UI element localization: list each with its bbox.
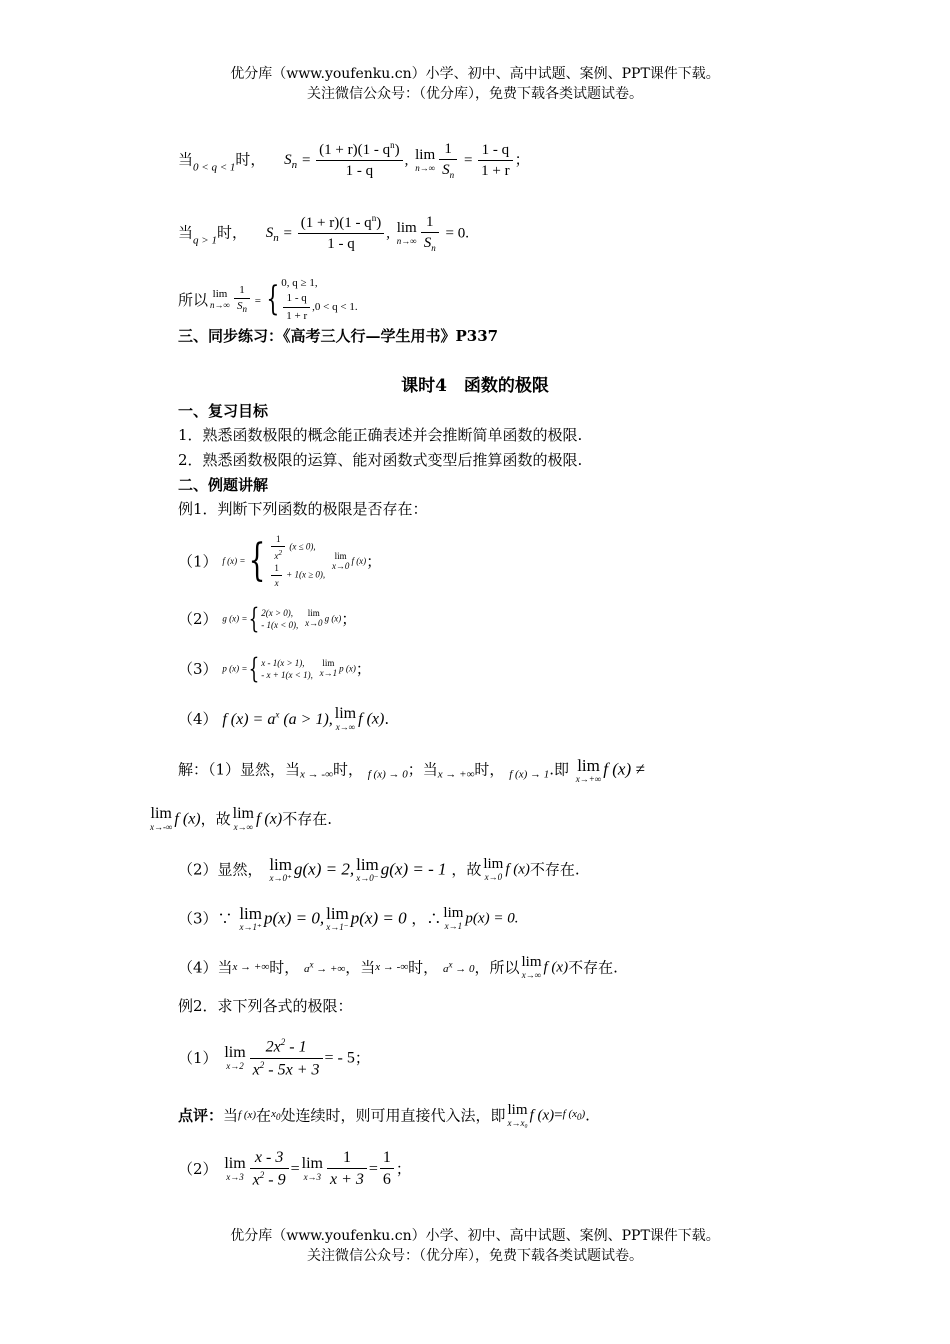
solution-1-line-1: 解：（1）显然，当$_{x \to -\infty}$时， $_{f (x) \to 0}$；当$_{x \to +\infty}$时， $_{f (x) \to 1}$.即 lim x→+∞ f (x) ≠ [178,756,645,784]
case1-sn-fraction: $\frac{(1 + r)(1 - q^n)}{1 - q}$ [316,140,402,180]
example-1-part-1: （1） f (x) ={ $\frac{1}{x^2}$ (x ≤ 0), $\frac{1}{x}$ + 1(x ≥ 0), lim x→0 f (x)； [178,534,382,589]
case1-mid: 时， [235,150,266,169]
goals-heading: 一、复习目标 [178,402,269,420]
case2-line: 当$_{q > 1}$时， $S_n$ = $\frac{(1 + r)(1 - q^n)}{1 - q}$ , lim n→∞ $\frac{1}{S_n}$ = 0. [178,213,469,253]
header-line-2: 关注微信公众号：（优分库），免费下载各类试题试卷。 [307,86,643,102]
case1-result-fraction: $\frac{1 - q}{1 + r}$ [478,141,512,180]
solution-3-line: （3）∵ lim x→1⁺ p(x) = 0, lim x→1⁻ p(x) = 0 ，∴ lim x→1 p(x) = 0. [178,904,519,932]
example-1-part-3: （3） p (x) ={ x - 1(x > 1), - x + 1(x < 1), lim x→1 p (x)； [178,652,371,685]
comment-line: 点评：当f (x)在$x_0$处连续时，则可用直接代入法，即 lim x→x₀ f (x)=f $(x_0)$. [178,1102,590,1128]
case1-line: 当$_{0 < q < 1}$时， $S_n$ = $\frac{(1 + r)(1 - q^n)}{1 - q}$ , lim n→∞ $\frac{1}{S_n}$ = $\frac{1 - q}{1 + r}$ ； [178,140,530,180]
example-1-statement: 例1．判断下列函数的极限是否存在： [178,500,428,518]
footer-line-1: 优分库（www.youfenku.cn）小学、初中、高中试题、案例、PPT课件下载。 [230,1228,720,1244]
goal-item-2: 2．熟悉函数极限的运算、能对函数式变型后推算函数的极限. [178,451,583,469]
goal-item-1: 1．熟悉函数极限的概念能正确表述并会推断简单函数的极限. [178,426,583,444]
case2-mid: 时， [216,223,247,242]
footer-line-2: 关注微信公众号：（优分库），免费下载各类试题试卷。 [307,1248,643,1264]
solution-2-line: （2）显然， lim x→0⁺ g(x) = 2, lim x→0⁻ g(x) = - 1 ，故 lim x→0 f (x)不存在. [178,855,580,883]
solution-1-line-2: lim x→-∞ f (x)，故 lim x→∞ f (x)不存在. [150,805,332,832]
example-2-statement: 例2．求下列各式的极限： [178,997,353,1015]
solution-4-line: （4）当x → +∞时， $a^x$ → +∞，当x → -∞时， $a^x \to 0$，所以 lim x→∞ f (x)不存在. [178,954,618,980]
examples-heading: 二、例题讲解 [178,476,269,494]
example-1-part-4: （4） f $(x) = a^x$ (a > 1), lim x→∞ f (x). [178,705,390,732]
section-3-exercise: 三、同步练习：《高考三人行—学生用书》P337 [178,327,499,345]
case1-condition: 0 < q < 1 [193,161,236,174]
example-1-part-2: （2） g (x) ={ 2(x > 0), - 1(x < 0), lim x→0 g (x)； [178,602,357,635]
case2-prefix: 当 [178,223,194,242]
conclusion-case-1: 0, q ≥ 1, [281,277,318,289]
header-line-1: 优分库（www.youfenku.cn）小学、初中、高中试题、案例、PPT课件下载。 [230,66,720,82]
conclusion-line: 所以 lim n→∞ $\frac{1}{S_n}$ = { 0, q ≥ 1, $\frac{1 - q}{1 + r}$ ,0 < q < 1. [178,277,358,322]
example-2-part-1: （1） lim x→2 $\frac{2x^2 - 1}{x^2 - 5x + 3}$ = - 5； [178,1037,370,1078]
case2-tail: = 0 [445,225,466,242]
case2-condition: q > 1 [193,234,217,247]
lesson-title: 课时4 函数的极限 [401,376,549,396]
case1-prefix: 当 [178,150,194,169]
example-2-part-2: （2） lim x→3 $\frac{x - 3}{x^2 - 9}$ = lim x→3 $\frac{1}{x + 3}$ = $\frac{1}{6}$ ； [178,1149,411,1189]
conclusion-prefix: 所以 [178,290,209,309]
